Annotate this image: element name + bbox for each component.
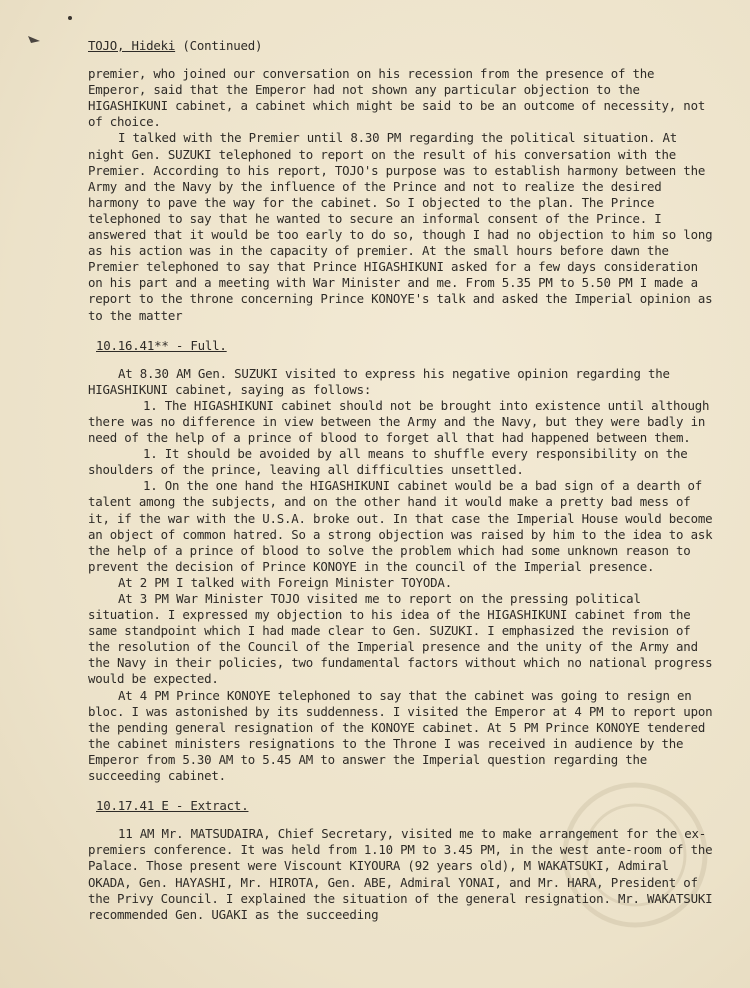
paragraph-suzuki-visit: At 8.30 AM Gen. SUZUKI visited to express his negative opinion regarding the HIGASHIKUNI cabinet, saying as follows:	[88, 365, 678, 397]
document-body	[88, 38, 718, 923]
paragraph-11am: 11 AM Mr. MATSUDAIRA, Chief Secretary, visited me to make arrangement for the ex-premiers conference. It was held from 1.10 PM to 3.45 PM, in the west ante-room of the Palace. Those present were Viscount KIYOURA (92 years old), M WAKATSUKI, Admiral OKADA, Gen. HAYASHI, Mr. HIROTA, Gen. ABE, Admiral YONAI, and Mr. HARA, President of the Privy Council. I explained the situation of the general resignation. Mr. WAKATSUKI recommended Gen. UGAKI as the succeeding	[88, 826, 720, 922]
intro-paragraph: premier, who joined our conversation on his recession from the presence of the Emperor, said that the Emperor had not shown any particular objection to the HIGASHIKUNI cabinet, a cabinet which might be said to be an outcome of necessity, not of choice.	[88, 66, 713, 130]
section-heading-10-17-41: 10.17.41 E - Extract.	[96, 798, 249, 814]
paragraph-4pm: At 4 PM Prince KONOYE telephoned to say that the cabinet was going to resign en bloc. I was astonished by its suddenness. I visited the Emperor at 4 PM to report upon the pending general resignation of the KONOYE cabinet. At 5 PM Prince KONOYE tendered the cabinet ministers resignations to the Throne I was received in audience by the Emperor from 5.30 AM to 5.45 AM to answer the Imperial question regarding the succeeding cabinet.	[88, 687, 720, 784]
section-heading-10-16-41: 10.16.41** - Full.	[96, 337, 227, 353]
point-3: 1. On the one hand the HIGASHIKUNI cabinet would be a bad sign of a dearth of talent among the subjects, and on the other hand it would make a pretty bad mess of it, if the war with the U.S.A. broke out. In that case the Imperial House would become an object of common hatred. So a strong objection was raised by him to the idea to ask the help of a prince of blood to solve the problem which had some unknown reason to prevent the decision of Prince KONOYE in the council of the Imperial presence.	[88, 478, 720, 574]
title-name: TOJO, Hideki	[88, 38, 176, 53]
paragraph-2pm: At 2 PM I talked with Foreign Minister TOYODA.	[118, 574, 452, 590]
paragraph-talked-premier: I talked with the Premier until 8.30 PM regarding the political situation. At night Gen. SUZUKI telephoned to report on the result of his conversation with the Premier. According to his report, TOJO's purpose was to establish harmony between the Army and the Navy by the influence of the Prince and not to realize the desired harmony to pave the way for the cabinet. So I objected to the plan. The Prince telephoned to say that he wanted to secure an informal consent of the Prince. I answered that it would be too early to do so, though I had no objection to him so long as his action was in the capacity of premier. At the small hours before dawn the Premier telephoned to say that Prince HIGASHIKUNI asked for a few days consideration on his part and a meeting with War Minister and me. From 5.35 PM to 5.50 PM I made a report to the throne concerning Prince KONOYE's talk and asked the Imperial opinion as to the matter	[88, 130, 720, 323]
page-title	[88, 38, 718, 54]
point-2: 1. It should be avoided by all means to shuffle every responsibility on the shoulders of the prince, leaving all difficulties unsettled.	[88, 446, 695, 478]
paragraph-3pm: At 3 PM War Minister TOJO visited me to report on the pressing political situation. I expressed my objection to his idea of the HIGASHIKUNI cabinet from the same standpoint which I had made clear to Gen. SUZUKI. I emphasized the revision of the resolution of the Council of the Imperial presence and the unity of the Army and the Navy in their policies, two fundamental factors without which no national progress would be expected.	[88, 591, 720, 687]
title-suffix: (Continued)	[175, 38, 263, 53]
point-1: 1. The HIGASHIKUNI cabinet should not be brought into existence until although there was no difference in view between the Army and the Navy, but they were badly in need of the help of a prince of blood to forget all that had happened between them.	[88, 397, 717, 446]
